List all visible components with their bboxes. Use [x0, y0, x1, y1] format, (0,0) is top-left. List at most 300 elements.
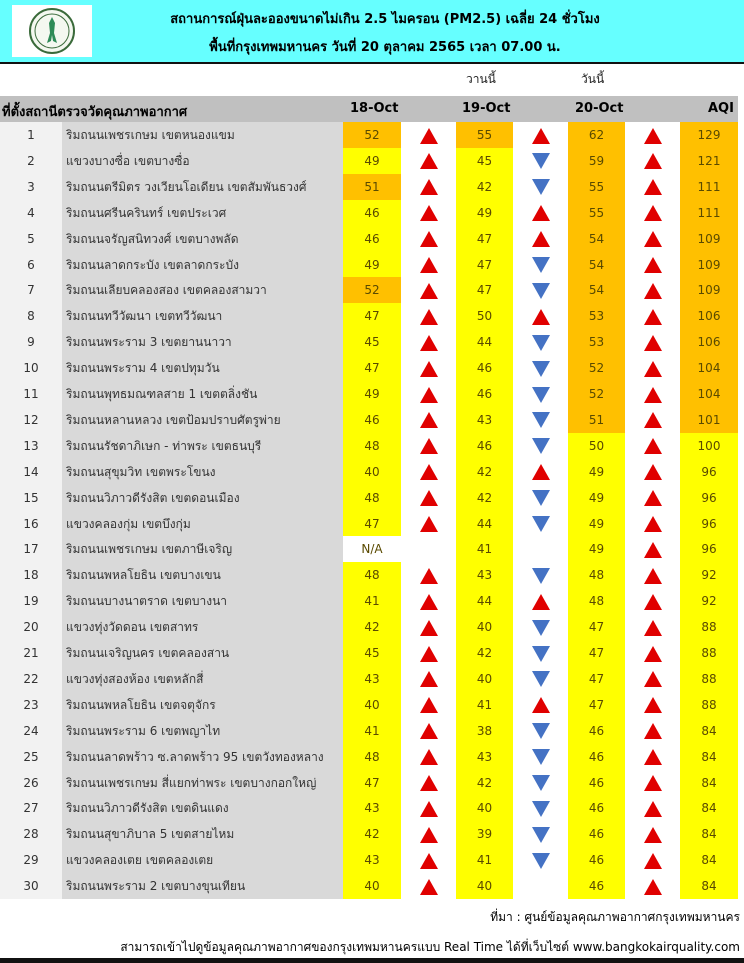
table-row [0, 485, 738, 511]
value-18-oct: 49 [343, 252, 401, 278]
station-name: ริมถนนวิภาวดีรังสิต เขตดอนเมือง [62, 485, 343, 511]
value-19-oct: 43 [456, 562, 513, 588]
down-triangle-icon [532, 775, 550, 791]
trend-cell [625, 226, 680, 252]
down-triangle-icon [532, 620, 550, 636]
row-number: 25 [0, 744, 62, 770]
value-20-oct: 54 [568, 277, 625, 303]
trend-cell [513, 381, 568, 407]
row-number: 20 [0, 614, 62, 640]
value-19-oct: 47 [456, 252, 513, 278]
trend-cell [401, 666, 456, 692]
row-number: 17 [0, 536, 62, 562]
table-row [0, 252, 738, 278]
trend-cell [625, 355, 680, 381]
value-aqi: 129 [680, 122, 738, 148]
header-18-oct: 18-Oct [350, 101, 399, 116]
station-name: แขวงทุ่งวัดดอน เขตสาทร [62, 614, 343, 640]
up-triangle-icon [644, 387, 662, 403]
value-aqi: 111 [680, 174, 738, 200]
value-20-oct: 53 [568, 303, 625, 329]
value-aqi: 84 [680, 847, 738, 873]
title-banner [0, 0, 744, 64]
value-18-oct: 43 [343, 666, 401, 692]
down-triangle-icon [532, 387, 550, 403]
value-aqi: 84 [680, 795, 738, 821]
value-aqi: 84 [680, 718, 738, 744]
value-aqi: 106 [680, 329, 738, 355]
row-number: 22 [0, 666, 62, 692]
up-triangle-icon [420, 594, 438, 610]
value-18-oct: 48 [343, 744, 401, 770]
row-number: 23 [0, 692, 62, 718]
value-19-oct: 55 [456, 122, 513, 148]
trend-cell [513, 744, 568, 770]
station-name: ริมถนนจรัญสนิทวงศ์ เขตบางพลัด [62, 226, 343, 252]
row-number: 11 [0, 381, 62, 407]
up-triangle-icon [420, 231, 438, 247]
value-18-oct: 42 [343, 821, 401, 847]
value-aqi: 111 [680, 200, 738, 226]
up-triangle-icon [644, 205, 662, 221]
up-triangle-icon [420, 749, 438, 765]
table-header [0, 96, 738, 122]
row-number: 7 [0, 277, 62, 303]
trend-cell [401, 692, 456, 718]
value-19-oct: 45 [456, 148, 513, 174]
up-triangle-icon [532, 128, 550, 144]
row-number: 26 [0, 770, 62, 796]
up-triangle-icon [644, 568, 662, 584]
value-18-oct: 46 [343, 407, 401, 433]
value-aqi: 109 [680, 252, 738, 278]
row-number: 10 [0, 355, 62, 381]
trend-cell [401, 329, 456, 355]
row-number: 19 [0, 588, 62, 614]
up-triangle-icon [420, 283, 438, 299]
station-name: ริมถนนลาดพร้าว ซ.ลาดพร้าว 95 เขตวังทองหลาง [62, 744, 343, 770]
yesterday-label: วานนี้ [466, 72, 496, 86]
station-name: ริมถนนพระราม 4 เขตปทุมวัน [62, 355, 343, 381]
table-row [0, 562, 738, 588]
value-19-oct: 42 [456, 770, 513, 796]
value-20-oct: 51 [568, 407, 625, 433]
trend-cell [625, 252, 680, 278]
down-triangle-icon [532, 671, 550, 687]
table-row [0, 200, 738, 226]
value-18-oct: 41 [343, 718, 401, 744]
row-number: 5 [0, 226, 62, 252]
value-18-oct: 51 [343, 174, 401, 200]
up-triangle-icon [644, 671, 662, 687]
up-triangle-icon [644, 464, 662, 480]
value-19-oct: 40 [456, 666, 513, 692]
trend-cell [625, 640, 680, 666]
trend-cell [625, 588, 680, 614]
up-triangle-icon [644, 723, 662, 739]
table-row [0, 355, 738, 381]
value-18-oct: N/A [343, 536, 401, 562]
value-aqi: 88 [680, 692, 738, 718]
value-20-oct: 54 [568, 252, 625, 278]
up-triangle-icon [420, 179, 438, 195]
trend-cell [513, 407, 568, 433]
value-19-oct: 41 [456, 692, 513, 718]
trend-cell [513, 588, 568, 614]
station-name: ริมถนนศรีนครินทร์ เขตประเวศ [62, 200, 343, 226]
value-19-oct: 43 [456, 744, 513, 770]
trend-cell [401, 640, 456, 666]
trend-cell [625, 122, 680, 148]
up-triangle-icon [420, 387, 438, 403]
value-18-oct: 48 [343, 433, 401, 459]
table-row [0, 847, 738, 873]
table-row [0, 277, 738, 303]
value-18-oct: 52 [343, 277, 401, 303]
up-triangle-icon [420, 205, 438, 221]
title-line-2: พื้นที่กรุงเทพมหานคร วันที่ 20 ตุลาคม 2565 เวลา 07.00 น. [209, 40, 561, 55]
station-name: ริมถนนเพชรเกษม เขตภาษีเจริญ [62, 536, 343, 562]
table-row [0, 433, 738, 459]
up-triangle-icon [644, 128, 662, 144]
table-row [0, 407, 738, 433]
value-18-oct: 40 [343, 459, 401, 485]
trend-cell [513, 847, 568, 873]
value-aqi: 84 [680, 873, 738, 899]
header-19-oct: 19-Oct [462, 101, 511, 116]
up-triangle-icon [644, 257, 662, 273]
trend-cell [401, 303, 456, 329]
value-aqi: 92 [680, 562, 738, 588]
up-triangle-icon [644, 438, 662, 454]
trend-cell [401, 148, 456, 174]
value-19-oct: 47 [456, 226, 513, 252]
up-triangle-icon [420, 853, 438, 869]
row-number: 1 [0, 122, 62, 148]
row-number: 24 [0, 718, 62, 744]
realtime-note: สามารถเข้าไปดูข้อมูลคุณภาพอากาศของกรุงเทพมหานครแบบ Real Time ได้ที่เว็บไซต์ www.bangkokairquality.com [120, 940, 740, 954]
value-20-oct: 46 [568, 718, 625, 744]
row-number: 21 [0, 640, 62, 666]
table-row [0, 744, 738, 770]
up-triangle-icon [644, 594, 662, 610]
trend-cell [513, 770, 568, 796]
up-triangle-icon [644, 335, 662, 351]
trend-cell [401, 226, 456, 252]
trend-cell [625, 459, 680, 485]
value-20-oct: 47 [568, 614, 625, 640]
down-triangle-icon [532, 361, 550, 377]
trend-cell [401, 588, 456, 614]
trend-cell [401, 433, 456, 459]
value-19-oct: 41 [456, 536, 513, 562]
bottom-border [0, 958, 744, 963]
row-number: 14 [0, 459, 62, 485]
value-18-oct: 49 [343, 148, 401, 174]
trend-cell [513, 666, 568, 692]
up-triangle-icon [420, 697, 438, 713]
trend-cell [625, 744, 680, 770]
table-row [0, 770, 738, 796]
down-triangle-icon [532, 723, 550, 739]
value-19-oct: 47 [456, 277, 513, 303]
station-name: ริมถนนสุขาภิบาล 5 เขตสายไหม [62, 821, 343, 847]
value-20-oct: 55 [568, 174, 625, 200]
value-19-oct: 42 [456, 174, 513, 200]
trend-cell [513, 821, 568, 847]
trend-cell [625, 174, 680, 200]
value-20-oct: 47 [568, 666, 625, 692]
trend-cell [513, 511, 568, 537]
up-triangle-icon [644, 775, 662, 791]
table-row [0, 614, 738, 640]
station-name: ริมถนนวิภาวดีรังสิต เขตดินแดง [62, 795, 343, 821]
table-row [0, 329, 738, 355]
value-aqi: 121 [680, 148, 738, 174]
value-18-oct: 47 [343, 303, 401, 329]
trend-cell [513, 329, 568, 355]
up-triangle-icon [532, 594, 550, 610]
row-number: 30 [0, 873, 62, 899]
trend-cell [401, 536, 456, 562]
value-aqi: 106 [680, 303, 738, 329]
value-19-oct: 42 [456, 485, 513, 511]
trend-cell [513, 252, 568, 278]
trend-cell [625, 718, 680, 744]
value-20-oct: 47 [568, 692, 625, 718]
trend-cell [513, 355, 568, 381]
down-triangle-icon [532, 257, 550, 273]
up-triangle-icon [420, 723, 438, 739]
up-triangle-icon [420, 671, 438, 687]
trend-cell [513, 614, 568, 640]
header-aqi: AQI [708, 101, 734, 116]
up-triangle-icon [644, 827, 662, 843]
value-aqi: 84 [680, 821, 738, 847]
table-row [0, 588, 738, 614]
value-19-oct: 43 [456, 407, 513, 433]
row-number: 16 [0, 511, 62, 537]
trend-cell [625, 200, 680, 226]
row-number: 13 [0, 433, 62, 459]
value-20-oct: 49 [568, 485, 625, 511]
value-20-oct: 55 [568, 200, 625, 226]
up-triangle-icon [420, 257, 438, 273]
value-aqi: 88 [680, 614, 738, 640]
value-18-oct: 43 [343, 847, 401, 873]
value-19-oct: 46 [456, 381, 513, 407]
up-triangle-icon [532, 231, 550, 247]
up-triangle-icon [420, 827, 438, 843]
trend-cell [401, 174, 456, 200]
value-aqi: 88 [680, 640, 738, 666]
trend-cell [401, 562, 456, 588]
station-name: ริมถนนพหลโยธิน เขตจตุจักร [62, 692, 343, 718]
value-aqi: 96 [680, 459, 738, 485]
down-triangle-icon [532, 801, 550, 817]
trend-cell [513, 562, 568, 588]
trend-cell [625, 329, 680, 355]
trend-cell [625, 148, 680, 174]
trend-cell [401, 718, 456, 744]
table-row [0, 226, 738, 252]
value-20-oct: 49 [568, 459, 625, 485]
trend-cell [513, 692, 568, 718]
up-triangle-icon [644, 412, 662, 428]
trend-cell [625, 485, 680, 511]
value-aqi: 104 [680, 381, 738, 407]
trend-cell [513, 640, 568, 666]
table-row [0, 666, 738, 692]
value-20-oct: 53 [568, 329, 625, 355]
trend-cell [625, 873, 680, 899]
header-location: ที่ตั้งสถานีตรวจวัดคุณภาพอากาศ [2, 105, 188, 120]
value-19-oct: 44 [456, 588, 513, 614]
station-name: ริมถนนหลานหลวง เขตป้อมปราบศัตรูพ่าย [62, 407, 343, 433]
value-20-oct: 52 [568, 381, 625, 407]
up-triangle-icon [420, 568, 438, 584]
up-triangle-icon [420, 153, 438, 169]
trend-cell [625, 511, 680, 537]
value-aqi: 84 [680, 770, 738, 796]
value-19-oct: 41 [456, 847, 513, 873]
trend-cell [513, 303, 568, 329]
trend-cell [625, 770, 680, 796]
trend-cell [513, 148, 568, 174]
station-name: แขวงคลองเตย เขตคลองเตย [62, 847, 343, 873]
station-name: ริมถนนเลียบคลองสอง เขตคลองสามวา [62, 277, 343, 303]
today-label: วันนี้ [581, 72, 605, 86]
row-number: 28 [0, 821, 62, 847]
value-20-oct: 52 [568, 355, 625, 381]
down-triangle-icon [532, 153, 550, 169]
trend-cell [625, 562, 680, 588]
value-18-oct: 41 [343, 588, 401, 614]
up-triangle-icon [644, 361, 662, 377]
station-name: ริมถนนรัชดาภิเษก - ท่าพระ เขตธนบุรี [62, 433, 343, 459]
down-triangle-icon [532, 827, 550, 843]
down-triangle-icon [532, 490, 550, 506]
trend-cell [401, 511, 456, 537]
seal-icon [27, 7, 77, 55]
value-19-oct: 40 [456, 873, 513, 899]
value-aqi: 100 [680, 433, 738, 459]
table-row [0, 122, 738, 148]
value-18-oct: 42 [343, 614, 401, 640]
table-row [0, 718, 738, 744]
value-18-oct: 45 [343, 640, 401, 666]
row-number: 3 [0, 174, 62, 200]
trend-cell [625, 795, 680, 821]
value-aqi: 109 [680, 277, 738, 303]
up-triangle-icon [532, 205, 550, 221]
down-triangle-icon [532, 516, 550, 532]
value-20-oct: 54 [568, 226, 625, 252]
trend-cell [625, 407, 680, 433]
trend-cell [401, 795, 456, 821]
value-19-oct: 42 [456, 640, 513, 666]
trend-cell [401, 355, 456, 381]
trend-cell [401, 847, 456, 873]
value-19-oct: 40 [456, 795, 513, 821]
up-triangle-icon [420, 438, 438, 454]
value-20-oct: 49 [568, 511, 625, 537]
up-triangle-icon [420, 335, 438, 351]
value-18-oct: 40 [343, 692, 401, 718]
table-row [0, 873, 738, 899]
value-18-oct: 40 [343, 873, 401, 899]
up-triangle-icon [644, 283, 662, 299]
trend-cell [625, 614, 680, 640]
up-triangle-icon [532, 697, 550, 713]
trend-cell [513, 277, 568, 303]
value-19-oct: 38 [456, 718, 513, 744]
up-triangle-icon [644, 646, 662, 662]
station-name: ริมถนนเพชรเกษม สี่แยกท่าพระ เขตบางกอกใหญ่ [62, 770, 343, 796]
trend-cell [401, 122, 456, 148]
down-triangle-icon [532, 179, 550, 195]
trend-cell [625, 277, 680, 303]
value-18-oct: 45 [343, 329, 401, 355]
down-triangle-icon [532, 646, 550, 662]
down-triangle-icon [532, 283, 550, 299]
station-name: แขวงบางซื่อ เขตบางซื่อ [62, 148, 343, 174]
down-triangle-icon [532, 568, 550, 584]
trend-cell [625, 666, 680, 692]
value-20-oct: 62 [568, 122, 625, 148]
up-triangle-icon [420, 128, 438, 144]
station-name: ริมถนนพุทธมณฑลสาย 1 เขตตลิ่งชัน [62, 381, 343, 407]
trend-cell [401, 252, 456, 278]
trend-cell [401, 277, 456, 303]
row-number: 12 [0, 407, 62, 433]
row-number: 8 [0, 303, 62, 329]
table-row [0, 640, 738, 666]
value-19-oct: 39 [456, 821, 513, 847]
up-triangle-icon [644, 801, 662, 817]
trend-cell [513, 459, 568, 485]
value-aqi: 84 [680, 744, 738, 770]
up-triangle-icon [644, 697, 662, 713]
row-number: 15 [0, 485, 62, 511]
up-triangle-icon [644, 309, 662, 325]
up-triangle-icon [420, 620, 438, 636]
station-name: ริมถนนตรีมิตร วงเวียนโอเดียน เขตสัมพันธวงศ์ [62, 174, 343, 200]
value-18-oct: 49 [343, 381, 401, 407]
up-triangle-icon [420, 464, 438, 480]
value-18-oct: 46 [343, 200, 401, 226]
station-name: ริมถนนพระราม 6 เขตพญาไท [62, 718, 343, 744]
trend-cell [513, 536, 568, 562]
row-number: 27 [0, 795, 62, 821]
value-aqi: 104 [680, 355, 738, 381]
up-triangle-icon [420, 309, 438, 325]
value-19-oct: 50 [456, 303, 513, 329]
table-row [0, 795, 738, 821]
trend-cell [513, 200, 568, 226]
station-name: ริมถนนพหลโยธิน เขตบางเขน [62, 562, 343, 588]
table-row [0, 381, 738, 407]
trend-cell [401, 485, 456, 511]
value-20-oct: 46 [568, 795, 625, 821]
up-triangle-icon [420, 775, 438, 791]
trend-cell [513, 795, 568, 821]
station-name: ริมถนนทวีวัฒนา เขตทวีวัฒนา [62, 303, 343, 329]
trend-cell [625, 303, 680, 329]
up-triangle-icon [644, 542, 662, 558]
value-20-oct: 46 [568, 770, 625, 796]
down-triangle-icon [532, 335, 550, 351]
